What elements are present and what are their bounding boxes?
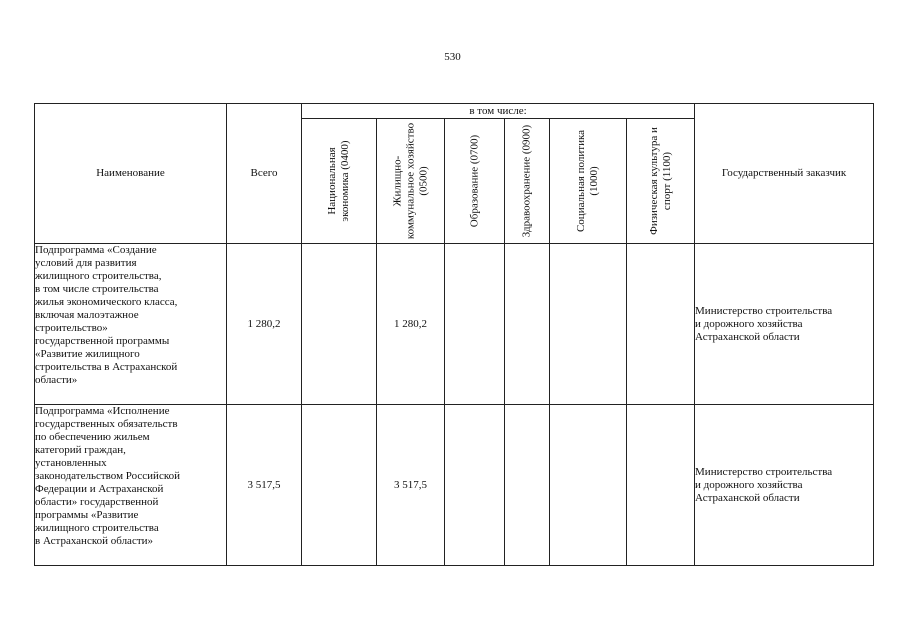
header-national-economy: Национальная экономика (0400)	[302, 119, 377, 244]
table-row	[35, 405, 874, 566]
row-customer: Министерство строительства и дорожного хозяйства Астраханской области	[695, 244, 874, 405]
row-national-economy	[302, 405, 377, 566]
row-total: 1 280,2	[227, 244, 302, 405]
row-total: 3 517,5	[227, 405, 302, 566]
row-name: Подпрограмма «Создание условий для развития жилищного строительства, в том числе строительства жилья экономического класса, включая малоэтажное строительство» государственной программы «Развитие жилищного строительства в Астраханской области»	[35, 244, 227, 405]
table-header	[35, 104, 874, 244]
header-total: Всего	[227, 104, 302, 244]
row-customer: Министерство строительства и дорожного хозяйства Астраханской области	[695, 405, 874, 566]
header-name: Наименование	[35, 104, 227, 244]
header-housing-utilities: Жилищно- коммунальное хозяйство (0500)	[377, 119, 445, 244]
row-name: Подпрограмма «Исполнение государственных обязательств по обеспечению жильем категорий граждан, установленных законодательством Российской Федерации и Астраханской области» государственной программы «Развитие жилищного строительства в Астраханской области»	[35, 405, 227, 566]
row-national-economy	[302, 244, 377, 405]
page-number: 530	[444, 51, 461, 63]
row-sport	[627, 244, 695, 405]
header-education: Образование (0700)	[445, 119, 505, 244]
header-social-policy: Социальная политика (1000)	[550, 119, 627, 244]
row-sport	[627, 405, 695, 566]
budget-table	[34, 103, 874, 566]
header-sport: Физическая культура и спорт (1100)	[627, 119, 695, 244]
header-customer: Государственный заказчик	[695, 104, 874, 244]
header-health: Здравоохранение (0900)	[505, 119, 550, 244]
row-education	[445, 244, 505, 405]
row-housing-utilities: 3 517,5	[377, 405, 445, 566]
row-housing-utilities: 1 280,2	[377, 244, 445, 405]
header-including: в том числе:	[302, 104, 695, 119]
row-social-policy	[550, 244, 627, 405]
row-education	[445, 405, 505, 566]
row-health	[505, 405, 550, 566]
table-row	[35, 244, 874, 405]
row-health	[505, 244, 550, 405]
row-social-policy	[550, 405, 627, 566]
